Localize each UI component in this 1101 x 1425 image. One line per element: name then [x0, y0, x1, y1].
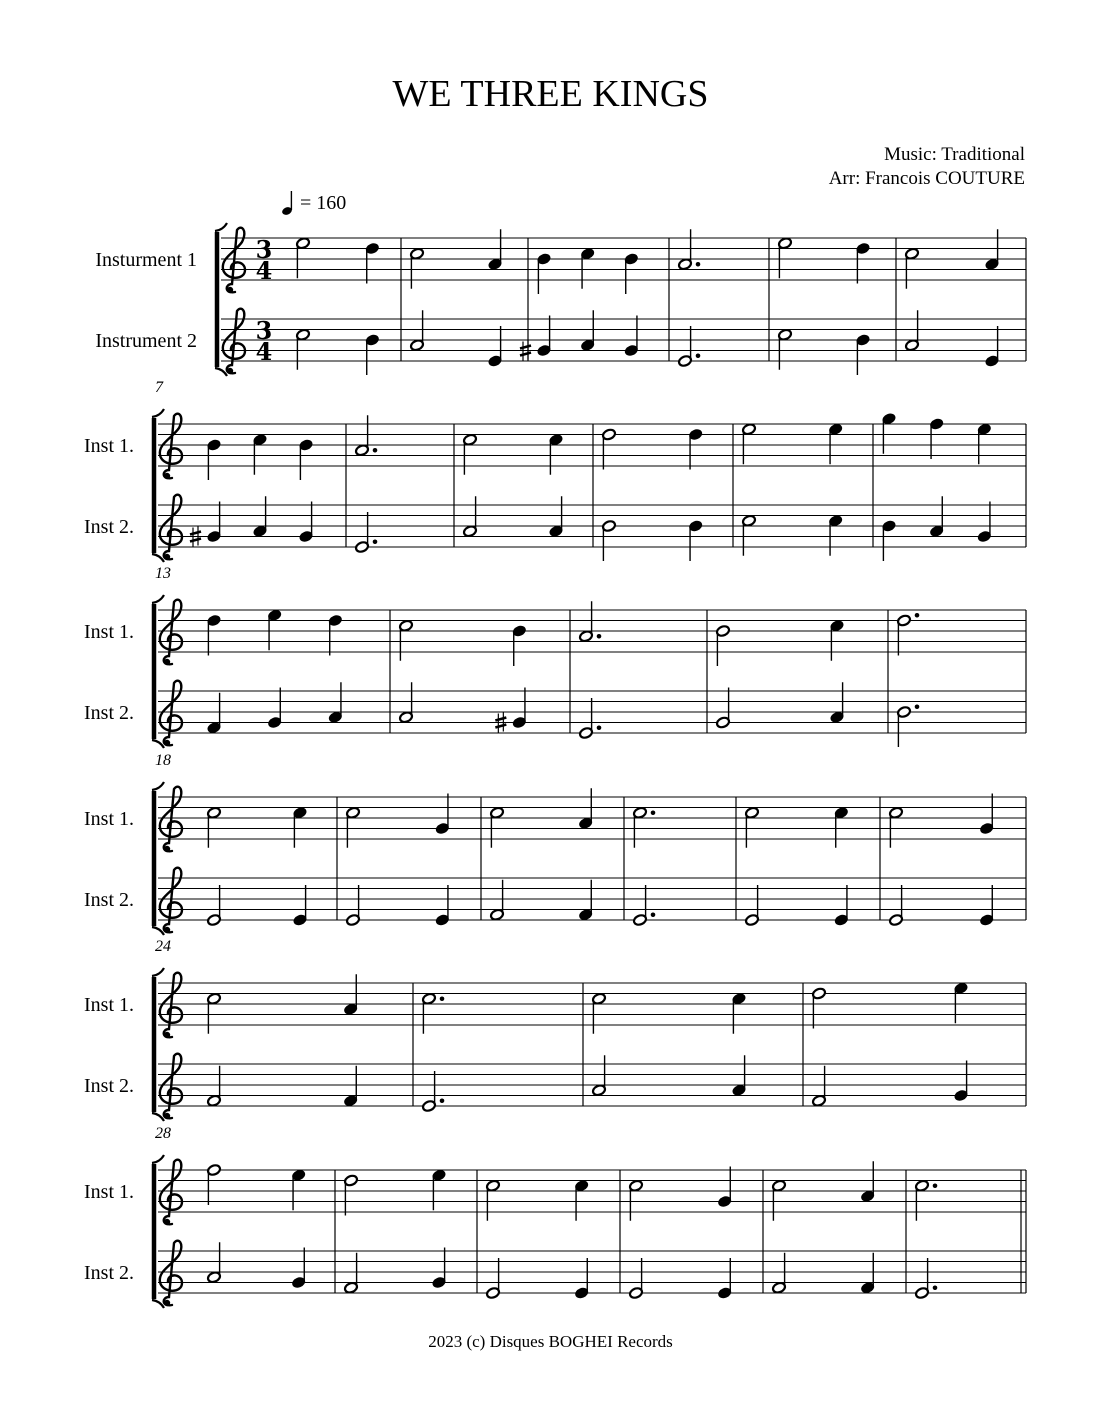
upper-staff-note: [299, 439, 314, 480]
lower-staff-note: [344, 1253, 359, 1294]
upper-staff-note: [343, 974, 358, 1015]
lower-staff-note: [435, 885, 450, 926]
lower-staff-note: [954, 1061, 969, 1102]
bracket-bottom-hook: [152, 554, 164, 562]
treble-clef-icon: [160, 787, 182, 853]
upper-staff-note: [463, 433, 478, 474]
augmentation-dot: [651, 810, 656, 815]
upper-staff-note: [772, 1179, 787, 1220]
instrument-name: Inst 1.: [84, 621, 134, 643]
upper-staff-note: [291, 1169, 306, 1210]
treble-clef-icon: [160, 1241, 182, 1307]
upper-staff-note: [207, 806, 222, 847]
time-signature: [256, 235, 273, 285]
instrument-name: Inst 2.: [84, 889, 134, 911]
lower-staff-note: [207, 693, 222, 734]
bracket-top-hook: [152, 409, 164, 417]
upper-staff-note: [355, 415, 378, 456]
lower-staff-note: [296, 328, 311, 369]
bracket-top-hook: [152, 595, 164, 603]
upper-staff-note: [592, 992, 607, 1033]
lower-staff-note: [772, 1253, 787, 1294]
lower-staff-note: [717, 1258, 732, 1299]
treble-clef-icon: [160, 1054, 182, 1120]
bracket-top-hook: [152, 1155, 164, 1163]
upper-staff-note: [253, 433, 268, 474]
upper-staff-note: [745, 806, 760, 847]
instrument-name: Inst 1.: [84, 435, 134, 457]
lower-staff-note: [293, 885, 308, 926]
upper-staff-note: [399, 619, 414, 660]
instrument-name: Inst 2.: [84, 702, 134, 724]
lower-staff-note: [860, 1253, 875, 1294]
svg-text:4: 4: [255, 337, 273, 366]
upper-staff-note: [897, 613, 920, 656]
treble-clef-icon: [160, 600, 182, 666]
bracket-top-hook: [215, 223, 227, 231]
upper-staff-note: [979, 794, 994, 835]
instrument-name: Insturment 1: [95, 249, 197, 271]
lower-staff-note: [432, 1248, 447, 1289]
upper-staff-note: [828, 423, 843, 464]
upper-staff-note: [860, 1161, 875, 1202]
lower-staff-note: [488, 326, 503, 367]
lower-staff-note: [291, 1248, 306, 1289]
lower-staff-note: [190, 502, 221, 547]
upper-staff-note: [812, 987, 827, 1028]
upper-staff-note: [929, 418, 944, 459]
lower-staff-note: [977, 502, 992, 543]
instrument-name: Inst 2.: [84, 1262, 134, 1284]
lower-staff-note: [253, 496, 268, 537]
treble-clef-icon: [223, 228, 245, 294]
augmentation-dot: [915, 613, 920, 618]
lower-staff-note: [207, 885, 222, 926]
upper-staff-note: [742, 423, 757, 464]
augmentation-dot: [915, 704, 920, 709]
upper-staff-note: [732, 992, 747, 1033]
upper-staff-note: [328, 614, 343, 655]
instrument-name: Inst 2.: [84, 1075, 134, 1097]
augmentation-dot: [597, 725, 602, 730]
lower-staff-note: [207, 1066, 222, 1107]
upper-staff-note: [889, 806, 904, 847]
lower-staff-note: [520, 316, 551, 361]
lower-staff-note: [882, 520, 897, 561]
treble-clef-icon: [160, 1160, 182, 1226]
lower-staff-note: [889, 885, 904, 926]
bracket-bottom-hook: [152, 927, 164, 935]
upper-staff-note: [296, 237, 311, 278]
upper-staff-note: [490, 806, 505, 847]
lower-staff-note: [343, 1066, 358, 1107]
lower-staff-note: [328, 682, 343, 723]
arranger-credit: Arr: Francois COUTURE: [828, 168, 1025, 189]
treble-clef-icon: [160, 868, 182, 934]
lower-staff-note: [745, 885, 760, 926]
upper-staff-note: [778, 237, 793, 278]
lower-staff-note: [732, 1055, 747, 1096]
instrument-name: Inst 1.: [84, 1181, 134, 1203]
upper-staff-note: [579, 601, 602, 642]
upper-staff-note: [882, 412, 897, 453]
augmentation-dot: [440, 1098, 445, 1103]
tempo-text: = 160: [300, 191, 347, 214]
lower-staff-note: [716, 688, 731, 729]
upper-staff-note: [432, 1169, 447, 1210]
upper-staff-note: [834, 806, 849, 847]
lower-staff-note: [495, 688, 526, 733]
augmentation-dot: [440, 996, 445, 1001]
upper-staff-note: [629, 1179, 644, 1220]
lower-staff-note: [897, 704, 920, 747]
lower-staff-note: [778, 328, 793, 369]
lower-staff-note: [834, 885, 849, 926]
upper-staff-note: [344, 1174, 359, 1215]
lower-staff-note: [580, 310, 595, 351]
bracket-bottom-hook: [152, 1300, 164, 1308]
upper-staff-note: [977, 423, 992, 464]
augmentation-dot: [933, 1183, 938, 1188]
lower-staff-note: [365, 334, 380, 375]
augmentation-dot: [696, 262, 701, 267]
upper-staff-note: [624, 253, 639, 294]
bracket-bottom-hook: [152, 740, 164, 748]
upper-staff-note: [293, 806, 308, 847]
system-5: [84, 938, 1026, 1121]
page-title: WE THREE KINGS: [392, 73, 709, 115]
lower-staff-note: [592, 1055, 607, 1096]
lower-staff-note: [830, 682, 845, 723]
lower-staff-note: [856, 334, 871, 375]
upper-staff-note: [365, 242, 380, 283]
upper-staff-note: [830, 619, 845, 660]
system-4: [84, 752, 1026, 935]
upper-staff-note: [207, 614, 222, 655]
instrument-name: Instrument 2: [95, 330, 197, 352]
bracket-bottom-hook: [152, 1113, 164, 1121]
lower-staff-note: [629, 1258, 644, 1299]
bracket-top-hook: [152, 782, 164, 790]
lower-staff-note: [929, 496, 944, 537]
upper-staff-note: [905, 247, 920, 288]
upper-staff-note: [678, 229, 701, 270]
lower-staff-note: [399, 682, 414, 723]
lower-staff-note: [490, 880, 505, 921]
treble-clef-icon: [160, 681, 182, 747]
lower-staff-note: [812, 1066, 827, 1107]
lower-staff-note: [742, 514, 757, 555]
system-6: [84, 1125, 1026, 1308]
upper-staff-note: [717, 1167, 732, 1208]
instrument-name: Inst 1.: [84, 994, 134, 1016]
measure-number: 18: [155, 752, 171, 769]
upper-staff-note: [410, 247, 425, 288]
instrument-name: Inst 2.: [84, 516, 134, 538]
upper-staff-note: [422, 992, 445, 1033]
upper-staff-note: [580, 247, 595, 288]
svg-text:4: 4: [255, 256, 273, 285]
lower-staff-note: [207, 1242, 222, 1283]
augmentation-dot: [933, 1285, 938, 1290]
lower-staff-note: [410, 310, 425, 351]
lower-staff-note: [985, 326, 1000, 367]
upper-staff-note: [435, 794, 450, 835]
upper-staff-note: [985, 229, 1000, 270]
instrument-name: Inst 1.: [84, 808, 134, 830]
upper-staff-note: [578, 788, 593, 829]
augmentation-dot: [651, 912, 656, 917]
system-3: [84, 565, 1026, 748]
treble-clef-icon: [160, 973, 182, 1039]
treble-clef-icon: [223, 309, 245, 375]
lower-staff-note: [688, 520, 703, 561]
upper-staff-note: [915, 1179, 938, 1220]
treble-clef-icon: [160, 414, 182, 480]
augmentation-dot: [373, 448, 378, 453]
upper-staff-note: [574, 1179, 589, 1220]
lower-staff-note: [549, 496, 564, 537]
upper-staff-note: [512, 625, 527, 666]
upper-staff-note: [716, 625, 731, 666]
augmentation-dot: [373, 539, 378, 544]
svg-text:3: 3: [255, 235, 273, 264]
lower-staff-note: [486, 1258, 501, 1299]
measure-number: 24: [155, 938, 171, 955]
upper-staff-note: [549, 433, 564, 474]
upper-staff-note: [346, 806, 361, 847]
measure-number: 28: [155, 1125, 171, 1142]
treble-clef-icon: [160, 495, 182, 561]
lower-staff-note: [463, 496, 478, 537]
upper-staff-note: [954, 982, 969, 1023]
upper-staff-note: [267, 609, 282, 650]
bracket-bottom-hook: [215, 368, 227, 376]
augmentation-dot: [696, 353, 701, 358]
lower-staff-note: [828, 514, 843, 555]
copyright-footer: 2023 (c) Disques BOGHEI Records: [428, 1332, 673, 1351]
lower-staff-note: [602, 520, 617, 561]
lower-staff-note: [578, 880, 593, 921]
composer-credit: Music: Traditional: [884, 144, 1025, 165]
upper-staff-note: [488, 229, 503, 270]
bracket-top-hook: [152, 968, 164, 976]
lower-staff-note: [979, 885, 994, 926]
augmentation-dot: [597, 634, 602, 639]
svg-text:3: 3: [255, 316, 273, 345]
upper-staff-note: [633, 806, 656, 847]
lower-staff-note: [905, 310, 920, 351]
measure-number: 13: [155, 565, 171, 582]
upper-staff-note: [537, 253, 552, 294]
upper-staff-note: [688, 428, 703, 469]
upper-staff-note: [856, 242, 871, 283]
upper-staff-note: [602, 428, 617, 469]
lower-staff-note: [346, 885, 361, 926]
measure-number: 7: [155, 379, 163, 396]
lower-staff-note: [267, 688, 282, 729]
upper-staff-note: [207, 1164, 222, 1205]
time-signature: [256, 316, 273, 366]
lower-staff-note: [624, 316, 639, 357]
lower-staff-note: [574, 1258, 589, 1299]
upper-staff-note: [207, 439, 222, 480]
upper-staff-note: [486, 1179, 501, 1220]
lower-staff-note: [299, 502, 314, 543]
upper-staff-note: [207, 992, 222, 1033]
